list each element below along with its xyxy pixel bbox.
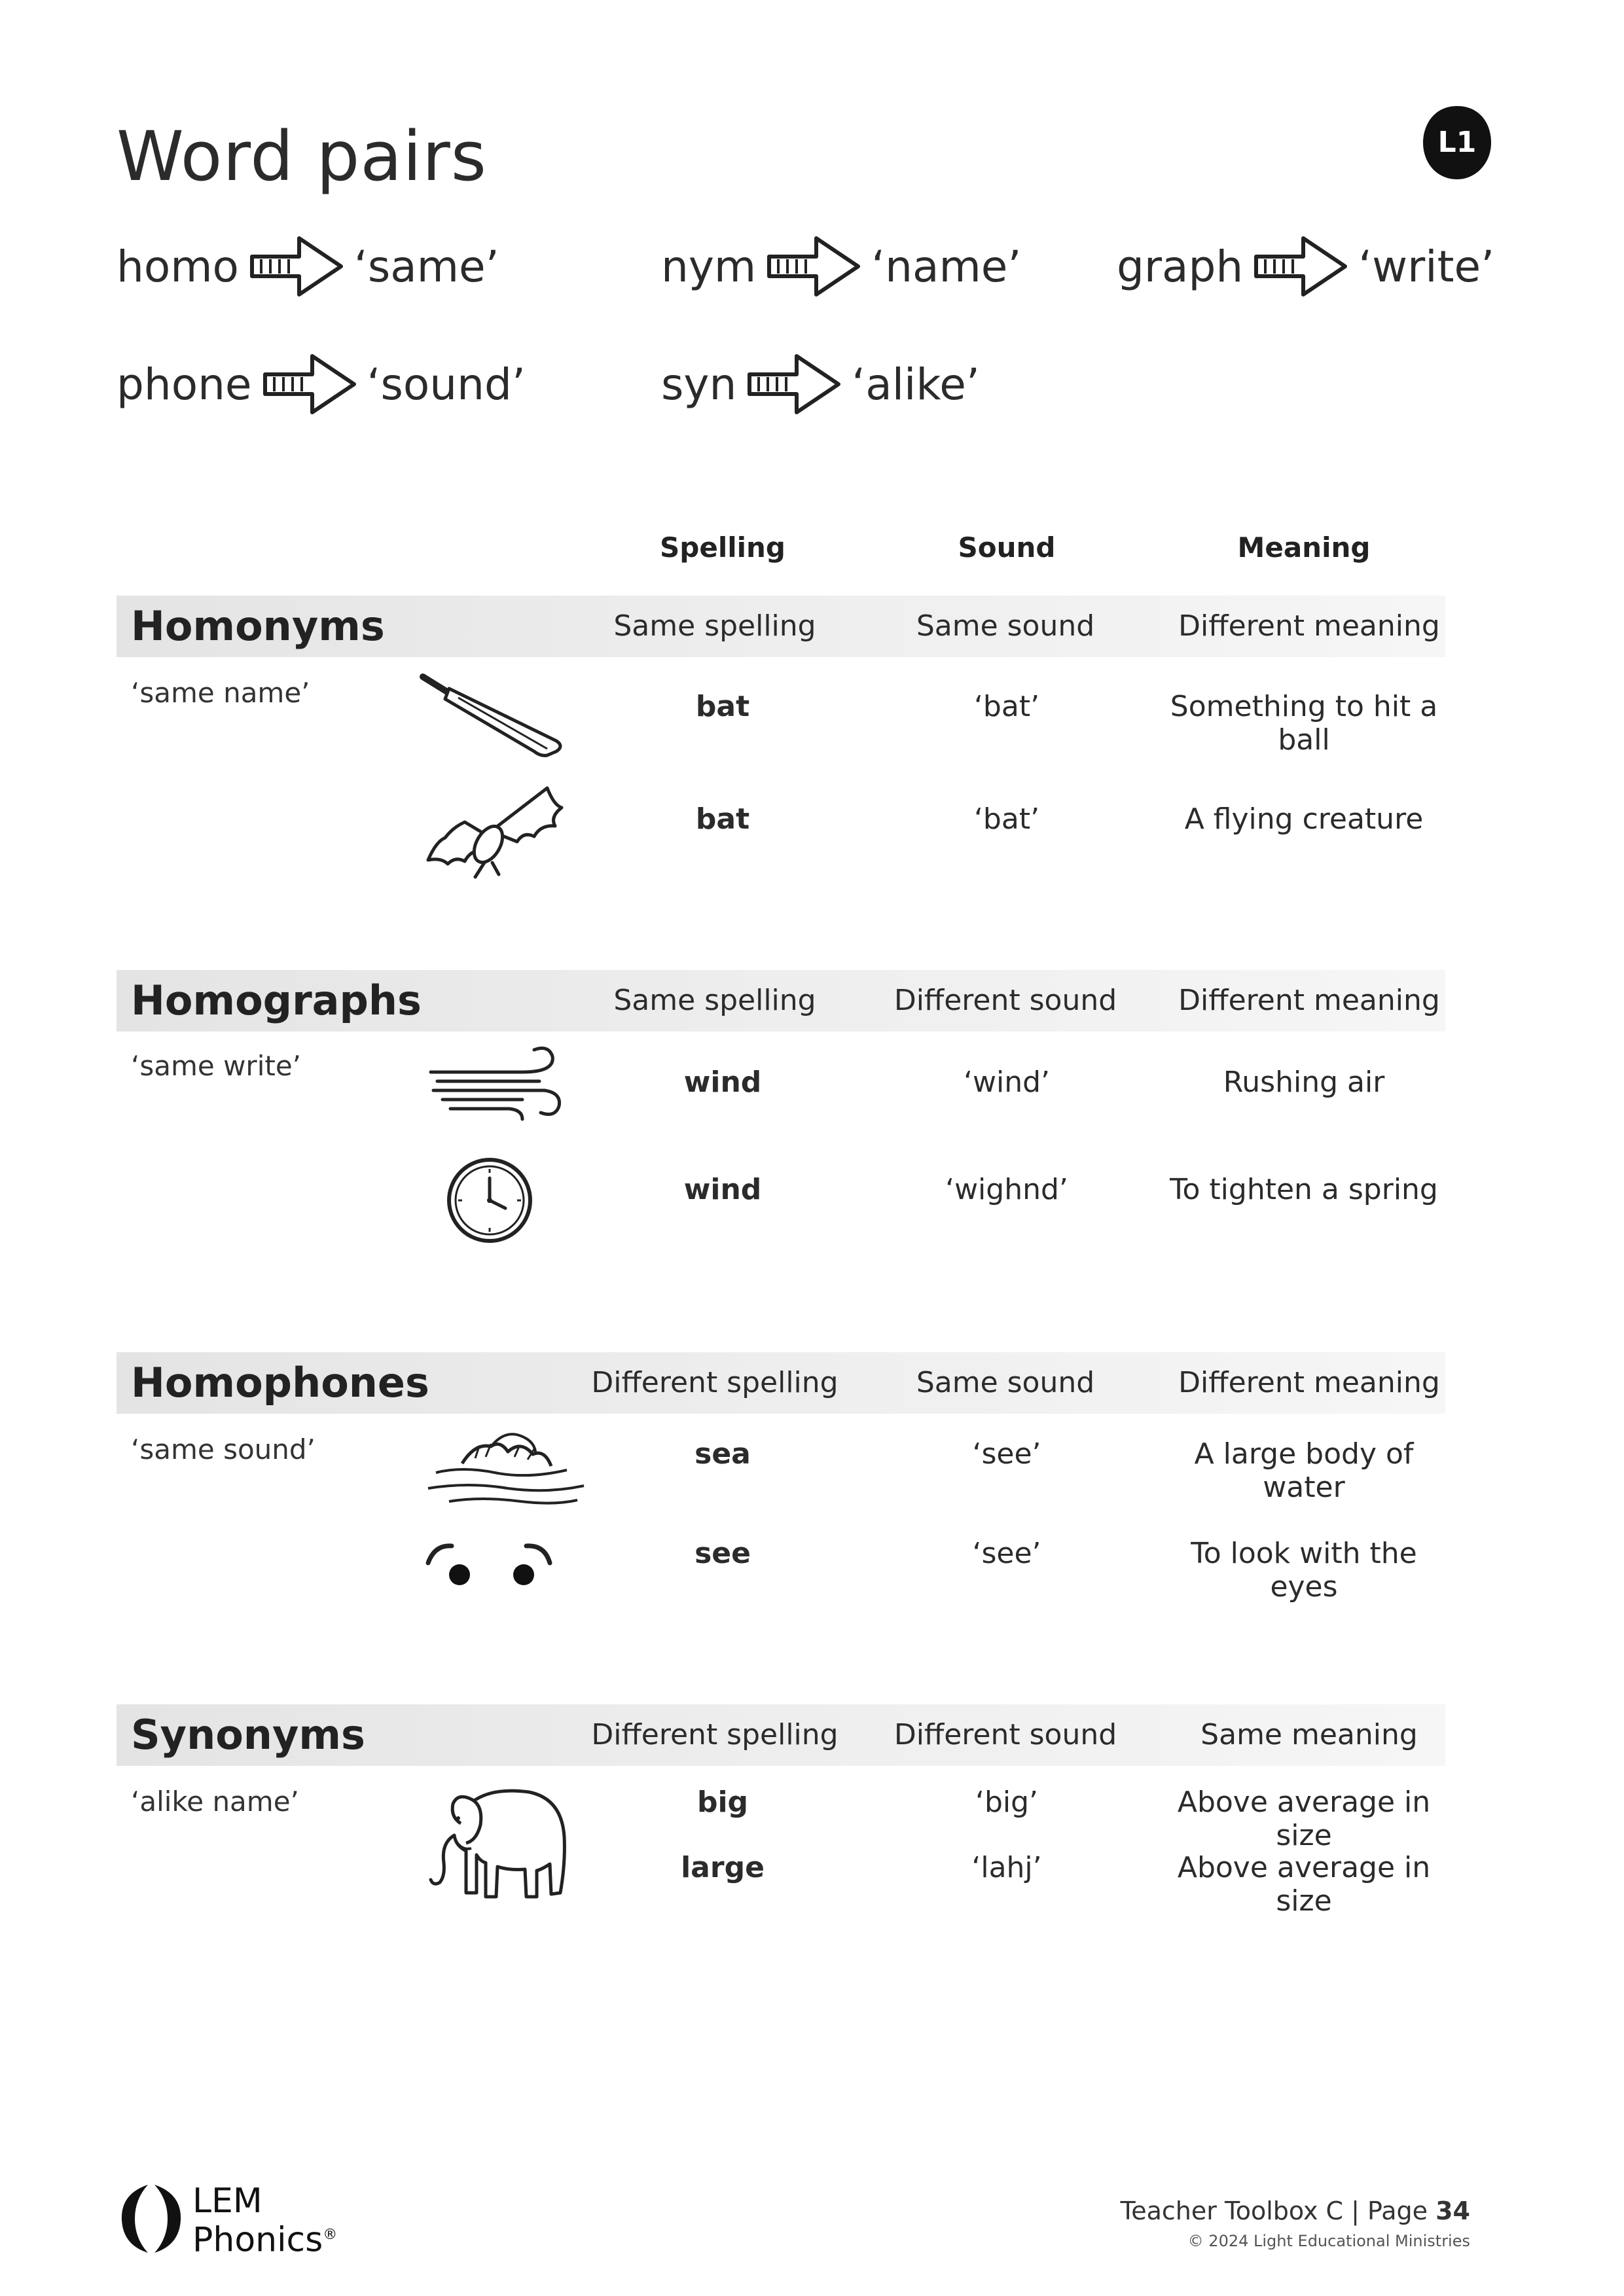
logo-mark-icon [115,2179,187,2258]
badge-label: L1 [1437,126,1477,159]
logo-line-2: Phonics® [192,2220,338,2260]
root-meaning: ‘name’ [871,241,1022,292]
root-meaning: ‘alike’ [852,359,980,410]
footer-page-label: Teacher Toolbox C | Page [1120,2197,1436,2225]
criterion-meaning: Different meaning [1178,1366,1440,1399]
root-pair [1117,230,1494,302]
section-title: Homographs [131,977,422,1024]
section-band-synonyms [117,1704,1445,1766]
section-gloss: ‘same write’ [131,1050,302,1082]
footer-copyright: © 2024 Light Educational Ministries [1187,2232,1470,2250]
table-cell-sound: ‘wind’ [964,1066,1050,1099]
section-gloss: ‘alike name’ [131,1785,299,1818]
criterion-sound: Same sound [916,1366,1095,1399]
table-cell-sound: ‘see’ [972,1537,1041,1570]
clock-icon [445,1156,534,1245]
table-cell-word: see [695,1537,751,1570]
lem-phonics-logo [115,2179,351,2258]
table-cell-sound: ‘big’ [975,1785,1039,1819]
table-cell-meaning: A large body of water [1194,1437,1414,1504]
criterion-spelling: Different spelling [591,1366,839,1399]
column-header-sound: Sound [958,531,1056,564]
table-cell-meaning: A flying creature [1184,802,1424,836]
root-word: nym [661,241,757,292]
table-cell-word: bat [695,802,750,836]
page-footer-label [1120,2197,1470,2225]
registered-mark: ® [323,2227,338,2243]
pointing-hand-arrow-icon [248,230,346,302]
root-meaning: ‘write’ [1358,241,1495,292]
root-pair [117,230,499,302]
root-word: graph [1117,241,1244,292]
table-cell-meaning: Above average in size [1177,1851,1431,1918]
criterion-spelling: Different spelling [591,1718,839,1751]
table-cell-meaning: Rushing air [1223,1066,1385,1099]
criterion-meaning: Different meaning [1178,984,1440,1017]
pointing-hand-arrow-icon [261,348,359,420]
section-gloss: ‘same name’ [131,677,310,709]
root-meaning: ‘same’ [353,241,499,292]
table-cell-meaning: Something to hit a ball [1170,690,1438,757]
table-cell-meaning: To tighten a spring [1170,1173,1438,1206]
page-title: Word pairs [117,117,487,196]
criterion-sound: Different sound [893,1718,1117,1751]
section-title: Homophones [131,1359,429,1407]
root-pair [661,230,1021,302]
root-meaning: ‘sound’ [367,359,526,410]
sea-waves-icon [423,1420,586,1512]
section-band-homophones [117,1352,1445,1414]
table-cell-sound: ‘bat’ [973,690,1040,723]
section-title: Homonyms [131,602,385,650]
table-cell-sound: ‘see’ [972,1437,1041,1471]
criterion-sound: Same sound [916,609,1095,643]
root-pair [117,348,526,420]
level-badge [1420,103,1494,182]
eyes-icon [422,1530,559,1596]
table-cell-word: sea [695,1437,751,1471]
pointing-hand-arrow-icon [765,230,863,302]
cricket-bat-icon [419,668,569,759]
criterion-spelling: Same spelling [613,609,816,643]
logo-line-1: LEM [192,2181,262,2221]
column-header-meaning: Meaning [1237,531,1371,564]
section-band-homographs [117,970,1445,1031]
table-cell-meaning: Above average in size [1177,1785,1431,1852]
table-cell-sound: ‘lahj’ [971,1851,1042,1884]
table-cell-word: big [696,1785,749,1819]
table-cell-word: wind [683,1173,762,1206]
root-word: syn [661,359,737,410]
table-cell-sound: ‘wighnd’ [945,1173,1068,1206]
table-cell-word: large [681,1851,765,1884]
root-pair [661,348,980,420]
section-gloss: ‘same sound’ [131,1433,316,1465]
criterion-sound: Different sound [893,984,1117,1017]
pointing-hand-arrow-icon [746,348,844,420]
column-header-spelling: Spelling [660,531,785,564]
root-word: phone [117,359,252,410]
pointing-hand-arrow-icon [1252,230,1350,302]
criterion-spelling: Same spelling [613,984,816,1017]
criterion-meaning: Different meaning [1178,609,1440,643]
wind-icon [424,1041,568,1126]
table-cell-meaning: To look with the eyes [1191,1537,1417,1604]
criterion-meaning: Same meaning [1200,1718,1418,1751]
table-cell-word: bat [695,690,750,723]
table-cell-word: wind [683,1066,762,1099]
elephant-icon [424,1778,575,1909]
section-title: Synonyms [131,1711,365,1759]
section-band-homonyms [117,596,1445,657]
footer-page-number: 34 [1435,2197,1470,2225]
bat-animal-icon [419,779,569,884]
root-word: homo [117,241,239,292]
table-cell-sound: ‘bat’ [973,802,1040,836]
